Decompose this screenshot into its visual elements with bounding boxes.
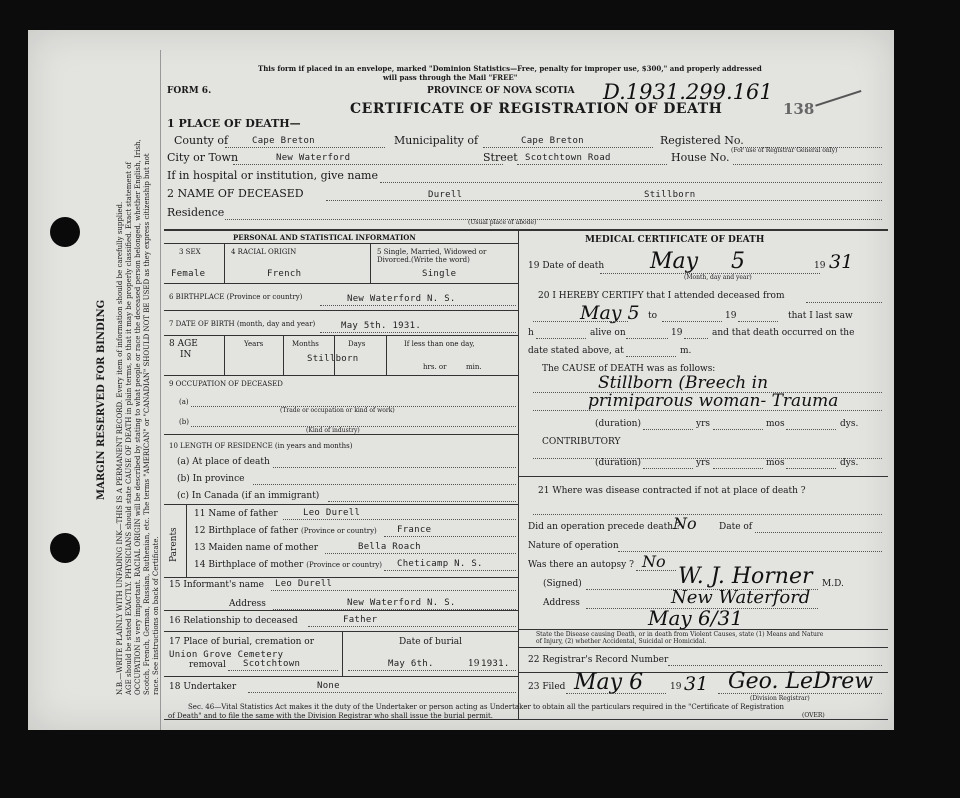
residence-length-label: 10 LENGTH OF RESIDENCE (in years and months): [169, 442, 353, 450]
death-day: 5: [731, 249, 745, 274]
last-saw-label: that I last saw: [788, 311, 853, 321]
mother-label: 13 Maiden name of mother: [194, 543, 319, 553]
deceased-name-label: 2 NAME OF DECEASED: [167, 187, 304, 200]
h-label: h: [528, 328, 534, 338]
marital-label-2: Divorced.: [377, 256, 412, 264]
parents-side-label: Parents: [169, 527, 179, 562]
disease-note-2: of Injury, (2) whether Accidental, Suicidal or Homicidal.: [536, 638, 707, 645]
burial-place-value: Union Grove Cemetery: [169, 650, 284, 660]
death-year: 31: [829, 251, 854, 273]
signed-label: (Signed): [543, 579, 582, 589]
residence-at-place: (a) At place of death: [177, 457, 270, 467]
informant-label: 15 Informant's name: [169, 580, 265, 590]
cause-duration: (duration): [595, 419, 641, 429]
birthplace-label: 6 BIRTHPLACE (Province or country): [169, 293, 303, 301]
binding-hole-top: [50, 217, 80, 247]
father-birthplace-label: 12 Birthplace of father (Province or country): [194, 526, 377, 536]
city-label: City or Town: [167, 151, 239, 164]
where-contracted-label: 21 Where was disease contracted if not at place of death ?: [538, 486, 806, 496]
cause-mos: mos: [766, 419, 785, 429]
margin-instructions-4: Scotch, French, German, Russian, Ruthenian, etc. The terms "AMERICAN" or "CANADIAN" SHOULD NOT BE USED as they express citizenship but not: [143, 153, 151, 695]
burial-place-label: 17 Place of burial, cremation or: [169, 637, 315, 647]
place-of-death-label: 1 PLACE OF DEATH—: [167, 117, 301, 130]
occupation-b: (b): [179, 418, 189, 426]
death-certificate-paper: [28, 30, 894, 730]
stamp-number: D.1931.299.161: [603, 80, 773, 104]
death-month: May: [650, 249, 699, 274]
medical-address-label: Address: [543, 598, 580, 608]
form-number: FORM 6.: [167, 86, 212, 96]
record-number-label: 22 Registrar's Record Number: [528, 655, 669, 665]
autopsy-answer: No: [642, 552, 666, 571]
age-in: IN: [180, 350, 192, 360]
margin-instructions-1: N.B.—WRITE PLAINLY WITH UNFADING INK—THIS IS A PERMANENT RECORD. Every item of information should be carefully supplied.: [116, 201, 124, 695]
death-date-label: 19 Date of death: [528, 261, 605, 271]
burial-year-prefix: 19: [468, 659, 480, 669]
burial-removal-label: removal: [189, 660, 226, 670]
deceased-given-name: Stillborn: [644, 190, 696, 200]
sex-value: Female: [171, 269, 206, 279]
margin-instructions-5: race. See instructions on back of Certificate.: [152, 536, 160, 695]
date-stated-label: date stated above, at: [528, 346, 624, 356]
father-label: 11 Name of father: [194, 509, 278, 519]
cause-yrs: yrs: [696, 419, 711, 429]
age-label: 8 AGE: [169, 339, 198, 349]
disease-note-1: State the Disease causing Death, or in death from Violent Causes, state (1) Means and Nature: [536, 631, 824, 638]
age-less-day: If less than one day,: [404, 340, 475, 348]
to-label: to: [648, 311, 658, 321]
margin-instructions-3: OCCUPATION is very important. RACIAL ORIGIN will be described by stating to what people or race the deceased person belonged, whether English, Irish,: [134, 139, 142, 695]
contrib-dys: dys.: [840, 458, 859, 468]
margin-instructions-2: AGE should be stated EXACTLY. PHYSICIANS should state CAUSE OF DEATH in plain terms, so that it may be properly classified. Exact statement of: [125, 162, 133, 695]
informant-address-label: Address: [229, 599, 266, 609]
cause-label: The CAUSE of DEATH was as follows:: [542, 364, 716, 374]
burial-year-value: 1931.: [481, 659, 510, 669]
medical-address-value: New Waterford: [671, 587, 811, 608]
medical-heading: MEDICAL CERTIFICATE OF DEATH: [585, 235, 765, 245]
cause-line-1: Stillborn (Breech in: [598, 373, 769, 393]
marital-label-1: 5 Single, Married, Widowed or: [377, 248, 487, 256]
registered-no-label: Registered No.: [660, 134, 744, 147]
contrib-yrs: yrs: [696, 458, 711, 468]
municipality-label: Municipality of: [394, 134, 479, 147]
residence-note: (Usual place of abode): [468, 219, 537, 226]
informant-address-value: New Waterford N. S.: [347, 598, 456, 608]
father-birthplace-value: France: [397, 525, 432, 535]
death-date-note: (Month, day and year): [684, 274, 752, 281]
undertaker-label: 18 Undertaker: [169, 682, 237, 692]
personal-heading: PERSONAL AND STATISTICAL INFORMATION: [233, 233, 416, 242]
alive-year: 19: [671, 328, 683, 338]
father-value: Leo Durell: [303, 508, 361, 518]
occurred-label: and that death occurred on the: [712, 328, 855, 338]
page-title: CERTIFICATE OF REGISTRATION OF DEATH: [350, 101, 723, 117]
racial-value: French: [267, 269, 302, 279]
racial-label: 4 RACIAL ORIGIN: [231, 248, 297, 256]
m-label: m.: [680, 346, 692, 356]
contributory-label: CONTRIBUTORY: [542, 437, 621, 447]
hospital-label: If in hospital or institution, give name: [167, 169, 378, 182]
operation-label: Did an operation precede death ?: [528, 522, 681, 532]
age-min: min.: [466, 363, 482, 371]
burial-date-value: May 6th.: [388, 659, 434, 669]
md-label: M.D.: [822, 579, 844, 589]
occupation-a-note: (Trade or occupation or kind of work): [280, 407, 395, 414]
county-value: Cape Breton: [252, 136, 315, 146]
occupation-b-note: (Kind of industry): [306, 427, 360, 434]
corner-number: 138: [783, 100, 815, 118]
certify-label: 20 I HEREBY CERTIFY that I attended deceased from: [538, 291, 785, 301]
marital-label-3: (Write the word): [411, 256, 470, 264]
municipality-value: Cape Breton: [521, 136, 584, 146]
city-value: New Waterford: [276, 153, 351, 163]
street-value: Scotchtown Road: [525, 153, 611, 163]
street-label: Street: [483, 151, 518, 164]
county-label: County of: [174, 134, 229, 147]
cause-line-2: primiparous woman- Trauma: [588, 391, 839, 411]
residence-in-canada: (c) In Canada (if an immigrant): [177, 491, 320, 501]
registrar-note: (For use of Registrar General only): [731, 147, 838, 154]
envelope-note-2: will pass through the Mail "FREE": [383, 73, 518, 82]
envelope-note-1: This form if placed in an envelope, marked "Dominion Statistics—Free, penalty for improper use, $300," and properly addressed: [258, 64, 762, 73]
province: PROVINCE OF NOVA SCOTIA: [427, 86, 575, 96]
mother-birthplace-label: 14 Birthplace of mother (Province or country): [194, 560, 383, 570]
physician-signature: W. J. Horner: [678, 564, 813, 589]
contrib-mos: mos: [766, 458, 785, 468]
relationship-value: Father: [343, 615, 378, 625]
division-registrar-note: (Division Registrar): [750, 695, 810, 702]
house-label: House No.: [671, 151, 730, 164]
burial-place-2: Scotchtown: [243, 659, 301, 669]
binding-hole-bottom: [50, 533, 80, 563]
deceased-surname: Durell: [428, 190, 463, 200]
age-years: Years: [244, 340, 264, 348]
nature-operation-label: Nature of operation: [528, 541, 619, 551]
cause-dys: dys.: [840, 419, 859, 429]
footer-line-2: of Death" and to file the same with the Division Registrar who shall issue the burial permit.: [168, 712, 494, 720]
sex-label: 3 SEX: [179, 248, 201, 256]
mother-birthplace-value: Cheticamp N. S.: [397, 559, 483, 569]
occupation-a: (a): [179, 398, 189, 406]
dob-value: May 5th. 1931.: [341, 321, 422, 331]
contrib-duration: (duration): [595, 458, 641, 468]
occupation-label: 9 OCCUPATION OF DECEASED: [169, 380, 283, 388]
birthplace-value: New Waterford N. S.: [347, 294, 456, 304]
margin-binding-label: MARGIN RESERVED FOR BINDING: [96, 299, 107, 500]
age-days: Days: [348, 340, 366, 348]
burial-date-label: Date of burial: [399, 637, 462, 647]
operation-answer: No: [673, 514, 697, 533]
undertaker-value: None: [317, 681, 340, 691]
age-months: Months: [292, 340, 319, 348]
informant-value: Leo Durell: [275, 579, 333, 589]
date-of-label: Date of: [719, 522, 753, 532]
filed-year: 31: [684, 673, 709, 695]
corner-scribble: [807, 63, 862, 106]
attended-from-date: May 5: [580, 302, 640, 324]
death-year-prefix: 19: [814, 261, 826, 271]
age-hrs: hrs. or: [423, 363, 447, 371]
footer-over: (OVER): [802, 712, 825, 719]
dob-label: 7 DATE OF BIRTH (month, day and year): [169, 320, 316, 328]
filed-label: 23 Filed: [528, 682, 566, 692]
footer-line-1: Sec. 46—Vital Statistics Act makes it the duty of the Undertaker or person acting as Undertaker to obtain all the particulars required in the "Certificate of Registration: [188, 703, 785, 711]
to-year: 19: [725, 311, 737, 321]
autopsy-label: Was there an autopsy ?: [528, 560, 634, 570]
residence-in-province: (b) In province: [177, 474, 245, 484]
certificate-date: May 6/31: [648, 606, 743, 630]
age-value: Stillborn: [307, 354, 359, 364]
residence-label: Residence: [167, 206, 225, 219]
relationship-label: 16 Relationship to deceased: [169, 616, 298, 626]
registrar-signature: Geo. LeDrew: [728, 669, 874, 694]
filed-date: May 6: [574, 670, 644, 695]
filed-year-prefix: 19: [670, 682, 682, 692]
mother-value: Bella Roach: [358, 542, 421, 552]
alive-on-label: alive on: [590, 328, 626, 338]
marital-value: Single: [422, 269, 457, 279]
